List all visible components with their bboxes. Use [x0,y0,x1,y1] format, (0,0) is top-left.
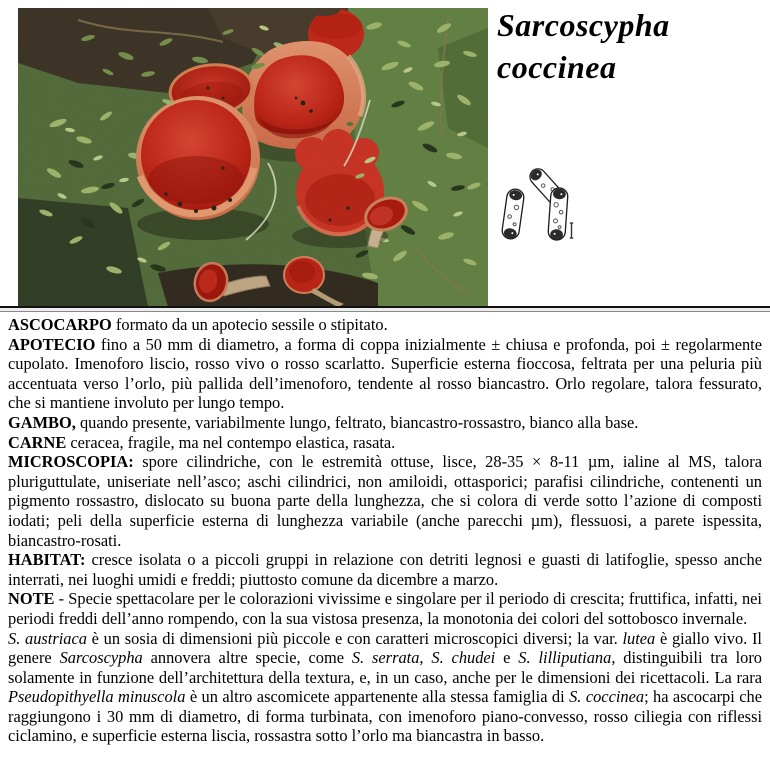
text-run: annovera altre specie, come [142,648,352,668]
keyword: GAMBO, [8,412,76,432]
keyword: NOTE [8,589,55,609]
latin-name: S. coccinea [569,687,645,707]
latin-name: Sarcoscypha [59,648,143,668]
description-paragraph [8,589,762,628]
text-run: è un altro ascomicete appartenente alla stessa famiglia di [185,687,570,707]
text-run: , [419,648,432,668]
text-run: quando presente, variabilmente lungo, feltrato, biancastro-rossastro, bianco alla base. [75,412,639,432]
description-paragraph [8,413,762,433]
description-paragraph [8,550,762,589]
description-paragraph [8,335,762,413]
text-run: fino a 50 mm di diametro, a forma di coppa inizialmente ± chiusa e profonda, poi ± regolarmente cupolato. Imenoforo liscio, rosso vivo o rosso scarlatto. Superficie esterna fioccosa, feltrata per una peluria più accentuata verso l’orlo, più pallida dell’imenoforo, tendente al rosso biancastro. Orlo regolare, talora fessurato, che si mantiene involuto per lungo tempo. [8,334,762,413]
keyword: APOTECIO [8,334,96,354]
text-run: ; ha ascocarpi che raggiungono i 30 mm di diametro, di forma turbinata, con imenoforo piano-convesso, rosso ciliegia con riflessi ciclamino, e superficie esterna liscia, rossastra sotto l’orlo ma biancastra in basso. [8,687,762,746]
latin-name: lutea [622,628,656,648]
text-run: è un sosia di dimensioni più piccole e con caratteri microscopici diversi; la var. [86,628,623,648]
spore-drawing [497,168,592,252]
text-run: e [495,648,519,668]
section-divider [0,306,770,312]
keyword: CARNE [8,432,67,452]
species-title [497,4,762,88]
latin-name: S. lilliputiana [518,648,612,668]
text-run: formato da un apotecio sessile o stipitato. [111,315,388,334]
description-paragraph [8,452,762,550]
spore-drawing-art [497,168,592,252]
text-run: è giallo vivo. Il genere [8,628,762,668]
keyword: ASCOCARPO [8,315,112,334]
description-paragraph [8,629,762,747]
spore-icon [548,187,569,240]
keyword: MICROSCOPIA: [8,452,134,472]
article [8,315,762,746]
description-paragraph [8,433,762,453]
text-run: - Specie spettacolare per le colorazioni vivissime e singolare per il periodo di crescita; fruttifica, infatti, nei periodi freddi dell’anno rompendo, con la sua vistosa presenza, la monotonia dei colori del sottobosco invernale. [8,589,762,628]
scale-bar [570,223,573,238]
latin-name: S. serrata [351,648,420,668]
text-run: spore cilindriche, con le estremità ottuse, lisce, 28-35 × 8-11 µm, ialine al MS, talora pluriguttulate, uniseriate nell’asco; aschi cilindrici, non amiloidi, ottasporici; parafisi cilindriche, contenenti un pigmento rossastro, dislocato su buona parte della lunghezza, che si colora di verde sotto l’azione di composti iodati; peli della superficie esterna di lunghezza variabile (anche parecchi µm), flessuosi, a parete ispessita, biancastro-rosati. [8,452,762,550]
specimen-photo [18,8,488,307]
text-run: cresce isolata o a piccoli gruppi in relazione con detriti legnosi e guasti di latifoglie, spesso anche interrati, nei luoghi umidi e freddi; piuttosto comune da dicembre a marzo. [8,550,762,589]
keyword: HABITAT: [8,550,86,570]
species-title-genus: Sarcoscypha [497,7,670,43]
latin-name: Pseudopithyella minuscola [8,687,186,707]
latin-name: S. austriaca [8,628,87,648]
specimen-photo-art [18,8,488,307]
latin-name: S. chudei [431,648,496,668]
spore-icon [501,188,525,240]
description-paragraph [8,315,762,335]
species-title-epithet: coccinea [497,49,617,85]
text-run: , distinguibili tra loro solamente in funzione dell’architettura della textura, e, in un caso, anche per le dimensioni dei ricettacoli. La rara [8,648,762,687]
text-run: ceracea, fragile, ma nel contempo elastica, rasata. [66,432,396,452]
